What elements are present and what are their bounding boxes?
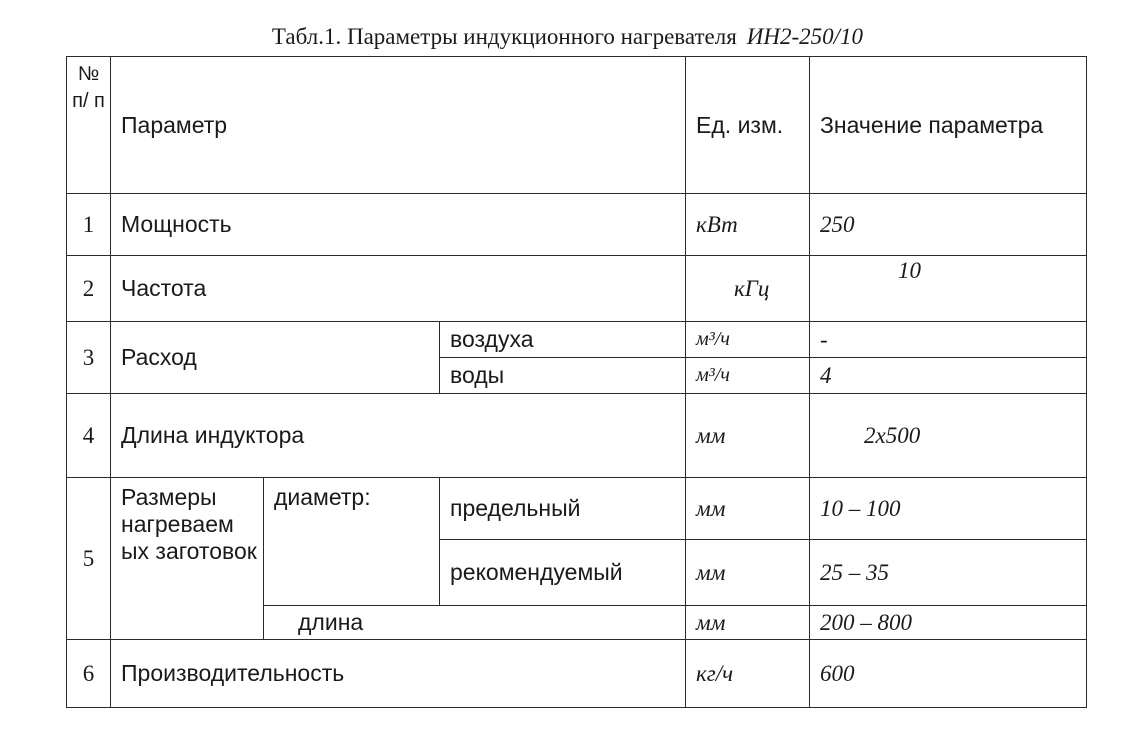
- table-row: [67, 394, 1087, 478]
- length-unit: мм: [686, 606, 810, 640]
- length-value: 200 – 800: [810, 606, 1087, 640]
- row-param: Мощность: [111, 194, 686, 256]
- row-param: Длина индуктора: [111, 394, 686, 478]
- row-param: Размеры нагреваем ых заготовок: [111, 478, 264, 640]
- row-num: 3: [67, 322, 111, 394]
- row-value: 250: [810, 194, 1087, 256]
- flow-air-value: -: [810, 322, 1087, 358]
- flow-water-label: воды: [440, 358, 686, 394]
- row-num: 6: [67, 640, 111, 708]
- header-param: Параметр: [111, 57, 686, 194]
- diameter-recommended-unit: мм: [686, 540, 810, 606]
- row-num: 4: [67, 394, 111, 478]
- caption-title: Табл.1. Параметры индукционного нагревателя: [271, 24, 737, 49]
- row-num: 1: [67, 194, 111, 256]
- header-row: [67, 57, 1087, 194]
- row-unit: кГц: [686, 256, 810, 322]
- diameter-limit-unit: мм: [686, 478, 810, 540]
- table-row: [67, 256, 1087, 322]
- row-param: Частота: [111, 256, 686, 322]
- diameter-limit-value: 10 – 100: [810, 478, 1087, 540]
- table-row: [67, 640, 1087, 708]
- row-num: 5: [67, 478, 111, 640]
- row-unit: кВт: [686, 194, 810, 256]
- table-row: [67, 478, 1087, 540]
- diameter-recommended-value: 25 – 35: [810, 540, 1087, 606]
- row-value: 10: [810, 256, 1087, 322]
- flow-air-unit: м³/ч: [686, 322, 810, 358]
- header-value: Значение параметра: [810, 57, 1087, 194]
- diameter-label: диаметр:: [264, 478, 440, 606]
- row-param: Расход: [111, 322, 440, 394]
- flow-air-label: воздуха: [440, 322, 686, 358]
- diameter-limit-label: предельный: [440, 478, 686, 540]
- header-num: № п/ п: [67, 57, 111, 194]
- diameter-recommended-label: рекомендуемый: [440, 540, 686, 606]
- row-value: 2x500: [810, 394, 1087, 478]
- row-unit: кг/ч: [686, 640, 810, 708]
- parameters-table: [66, 56, 1087, 708]
- table-row: [67, 194, 1087, 256]
- header-unit: Ед. изм.: [686, 57, 810, 194]
- flow-water-value: 4: [810, 358, 1087, 394]
- row-num: 2: [67, 256, 111, 322]
- table-row: [67, 322, 1087, 358]
- row-value: 600: [810, 640, 1087, 708]
- flow-water-unit: м³/ч: [686, 358, 810, 394]
- table-caption: [0, 24, 1135, 50]
- row-param: Производительность: [111, 640, 686, 708]
- row-unit: мм: [686, 394, 810, 478]
- caption-model: ИН2-250/10: [746, 24, 864, 49]
- length-label: длина: [264, 606, 686, 640]
